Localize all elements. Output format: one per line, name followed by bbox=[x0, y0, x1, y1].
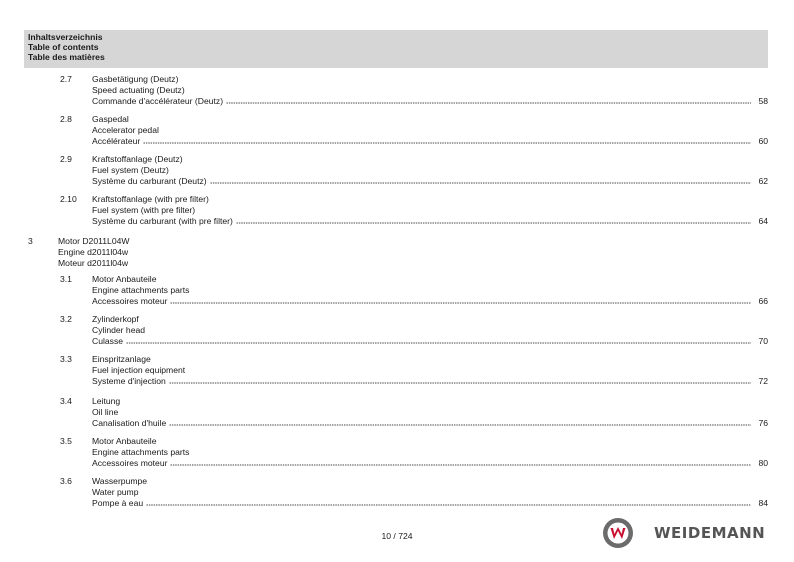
toc-entry-leader-line bbox=[92, 96, 768, 107]
toc-entry-title: Engine attachments parts bbox=[92, 285, 190, 295]
toc-entry-title: Engine attachments parts bbox=[92, 447, 190, 457]
toc-entry-title: Moteur d2011l04w bbox=[58, 258, 129, 268]
toc-page-number[interactable]: 62 bbox=[758, 176, 768, 186]
toc-entry-number: 2.9 bbox=[60, 154, 72, 164]
toc-entry-title: Cylinder head bbox=[92, 325, 146, 335]
toc-entry-title: Gaspedal bbox=[92, 114, 129, 124]
dot-leader bbox=[236, 217, 751, 224]
toc-entry-title: Speed actuating (Deutz) bbox=[92, 85, 185, 95]
toc-entry-titles bbox=[92, 354, 768, 387]
toc-entry-title: Oil line bbox=[92, 407, 119, 417]
toc-entry-titles bbox=[92, 194, 768, 227]
toc-page-number[interactable]: 70 bbox=[758, 336, 768, 346]
toc-entry-number: 3.6 bbox=[60, 476, 72, 486]
toc-entry-title: Fuel system (Deutz) bbox=[92, 165, 169, 175]
header-title-de: Inhaltsverzeichnis bbox=[28, 32, 103, 42]
toc-entry-title: Motor Anbauteile bbox=[92, 274, 157, 284]
toc-entry-titles bbox=[58, 236, 734, 269]
toc-entry-title: Motor D2011L04W bbox=[58, 236, 130, 246]
toc-entry-title: Accelerator pedal bbox=[92, 125, 159, 135]
toc-entry-title: Culasse bbox=[92, 336, 124, 346]
toc-entry-title: Fuel system (with pre filter) bbox=[92, 205, 196, 215]
toc-entry-title: Commande d'accélérateur (Deutz) bbox=[92, 96, 224, 106]
toc-entry-title: Accélérateur bbox=[92, 136, 141, 146]
toc-entry-number: 3.1 bbox=[60, 274, 72, 284]
toc-entry-leader-line bbox=[92, 336, 768, 347]
dot-leader bbox=[210, 177, 751, 184]
toc-page-number[interactable]: 64 bbox=[758, 216, 768, 226]
dot-leader bbox=[169, 419, 751, 426]
header-title-fr: Table des matières bbox=[28, 52, 105, 62]
toc-entry-title: Accessoires moteur bbox=[92, 296, 168, 306]
toc-entry-title: Wasserpumpe bbox=[92, 476, 148, 486]
toc-entry-title: Canalisation d'huile bbox=[92, 418, 167, 428]
toc-page-number[interactable]: 66 bbox=[758, 296, 768, 306]
toc-entry-number: 3.5 bbox=[60, 436, 72, 446]
page-indicator: 10 / 724 bbox=[381, 531, 413, 541]
dot-leader bbox=[143, 137, 751, 144]
toc-entry-title: Système du carburant (Deutz) bbox=[92, 176, 207, 186]
toc-entry-title: Kraftstoffanlage (Deutz) bbox=[92, 154, 183, 164]
toc-entry-leader-line bbox=[92, 418, 768, 429]
toc-entry-leader-line bbox=[92, 296, 768, 307]
toc-entry-title: Accessoires moteur bbox=[92, 458, 168, 468]
toc-entry-title: Gasbetätigung (Deutz) bbox=[92, 74, 179, 84]
toc-entry-title: Engine d2011l04w bbox=[58, 247, 129, 257]
toc-entry-number: 2.10 bbox=[60, 194, 77, 204]
toc-entry-titles bbox=[92, 154, 768, 187]
toc-page-number[interactable]: 60 bbox=[758, 136, 768, 146]
toc-entry-leader-line bbox=[92, 176, 768, 187]
toc-entry-titles bbox=[92, 74, 768, 107]
dot-leader bbox=[169, 377, 751, 384]
toc-page-number[interactable]: 76 bbox=[758, 418, 768, 428]
toc-header bbox=[24, 30, 768, 68]
toc-entry-title: Water pump bbox=[92, 487, 139, 497]
toc-entry-title: Système du carburant (with pre filter) bbox=[92, 216, 233, 226]
toc-entry-leader-line bbox=[92, 216, 768, 227]
toc-entry-title: Zylinderkopf bbox=[92, 314, 139, 324]
header-title-en: Table of contents bbox=[28, 42, 99, 52]
dot-leader bbox=[170, 297, 751, 304]
toc-entry-leader-line bbox=[92, 498, 768, 509]
toc-entry-number: 3 bbox=[28, 236, 33, 246]
toc-entry-title: Pompe à eau bbox=[92, 498, 144, 508]
toc-entry-number: 3.2 bbox=[60, 314, 72, 324]
toc-entry-leader-line bbox=[92, 136, 768, 147]
toc-entry-leader-line bbox=[92, 376, 768, 387]
toc-page-number[interactable]: 84 bbox=[758, 498, 768, 508]
toc-entry-titles bbox=[92, 314, 768, 347]
toc-entry-number: 3.3 bbox=[60, 354, 72, 364]
toc-entry-number: 3.4 bbox=[60, 396, 72, 406]
toc-entry-titles bbox=[92, 436, 768, 469]
toc-entry-title: Leitung bbox=[92, 396, 121, 406]
toc-entry-title: Kraftstoffanlage (with pre filter) bbox=[92, 194, 209, 204]
toc-entry-titles bbox=[92, 274, 768, 307]
toc-entry-title: Motor Anbauteile bbox=[92, 436, 157, 446]
toc-entry-titles bbox=[92, 396, 768, 429]
dot-leader bbox=[170, 459, 751, 466]
dot-leader bbox=[226, 97, 751, 104]
toc-entry-titles bbox=[92, 476, 768, 509]
toc-entry-number: 2.8 bbox=[60, 114, 72, 124]
toc-entry-leader-line bbox=[92, 458, 768, 469]
toc-entry-number: 2.7 bbox=[60, 74, 72, 84]
toc-entry-title: Fuel injection equipment bbox=[92, 365, 186, 375]
toc-entry-title: Systeme d'injection bbox=[92, 376, 166, 386]
dot-leader bbox=[146, 499, 751, 506]
weidemann-w-logo-icon bbox=[602, 517, 634, 549]
toc-page-number[interactable]: 80 bbox=[758, 458, 768, 468]
toc-page-number[interactable]: 58 bbox=[758, 96, 768, 106]
toc-entry-titles bbox=[92, 114, 768, 147]
toc-page-number[interactable]: 72 bbox=[758, 376, 768, 386]
brand-logo bbox=[602, 517, 772, 549]
brand-name: WEIDEMANN bbox=[654, 524, 766, 542]
toc-entry-title: Einspritzanlage bbox=[92, 354, 151, 364]
dot-leader bbox=[126, 337, 751, 344]
